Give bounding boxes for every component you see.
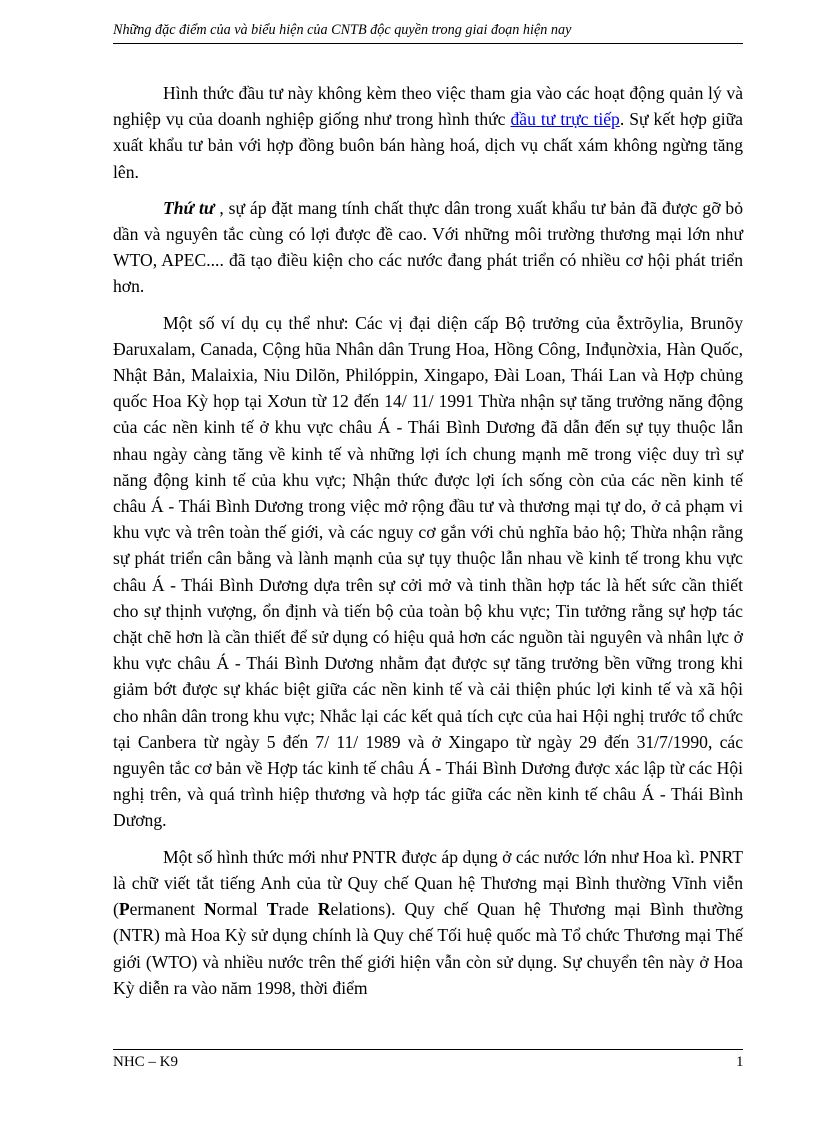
paragraph-2 bbox=[113, 195, 743, 300]
paragraph-3: Một số ví dụ cụ thể như: Các vị đại diện cấp Bộ trưởng của ễxtrõylia, Brunõy Đaruxalam, Canada, Cộng hũa Nhân dân Trung Hoa, Hồng Công, Inđụnờxia, Hàn Quốc, Nhật Bản, Malaixia, Niu Dilõn, Philóppin, Xingapo, Đài Loan, Thái Lan và Hợp chủng quốc Hoa Kỳ họp tại Xơun từ 12 đến 14/ 11/ 1991 Thừa nhận sự tăng trưởng năng động của các nền kinh tế ở khu vực châu Á - Thái Bình Dương đã dẫn đến sự tụy thuộc lẫn nhau ngày càng tăng về kinh tế và những lợi ích chung mạnh mẽ trong việc duy trì sự năng động kinh tế của khu vực; Nhận thức được lợi ích sống còn của các nền kinh tế châu Á - Thái Bình Dương trong việc mở rộng đầu tư và thương mại tự do, ở cả phạm vi khu vực và trên toàn thế giới, và các nguy cơ gắn với chủ nghĩa bảo hộ; Thừa nhận rằng sự phát triển cân bằng và lành mạnh của sự tụy thuộc lẫn nhau về kinh tế trong khu vực châu Á - Thái Bình Dương dựa trên sự cởi mở và tinh thần hợp tác là hết sức cần thiết cho sự thịnh vượng, ổn định và tiến bộ của toàn bộ khu vực; Tin tưởng rằng sự hợp tác chặt chẽ hơn là cần thiết để sử dụng có hiệu quả hơn các nguồn tài nguyên và nhân lực ở khu vực châu Á - Thái Bình Dương nhằm đạt được sự tăng trưởng bền vững trong khi giảm bớt được sự khác biệt giữa các nền kinh tế và cải thiện phúc lợi kinh tế và xã hội cho nhân dân trong khu vực; Nhắc lại các kết quả tích cực của hai Hội nghị trước tổ chức tại Canbera từ ngày 5 đến 7/ 11/ 1989 và ở Xingapo từ ngày 29 đến 31/7/1990, các nguyên tắc cơ bản về Hợp tác kinh tế châu Á - Thái Bình Dương được xác lập từ các Hội nghị trên, và quá trình hiệp thương và hợp tác giữa các nền kinh tế châu Á - Thái Bình Dương. bbox=[113, 312, 743, 831]
document-body bbox=[113, 80, 743, 1001]
paragraph-2-text: , sự áp đặt mang tính chất thực dân trong xuất khẩu tư bản đã được gỡ bỏ dần và nguyên tắc cùng có lợi được đề cao. Với những môi trường thương mại lớn như WTO, APEC.... đã tạo điều kiện cho các nước đang phát triển có nhiều cơ hội phát triển hơn. bbox=[113, 197, 744, 297]
paragraph-4-text: Một số hình thức mới như PNTR được áp dụng ở các nước lớn như Hoa kì. PNRT là chữ viết tắt tiếng Anh của từ Quy chế Quan hệ Thương mại Bình thường Vĩnh viễn ( bbox=[113, 846, 743, 920]
footer-label: NHC – K9 bbox=[113, 1054, 179, 1070]
paragraph-1-text-end: . Sự kết hợp giữa xuất khẩu tư bản với hợp đồng buôn bán hàng hoá, dịch vụ chất xám không ngừng tăng lên. bbox=[113, 109, 743, 182]
paragraph-1 bbox=[113, 80, 743, 185]
acronym-letter-t: T bbox=[266, 899, 279, 920]
word-ormal: ormal bbox=[216, 899, 267, 920]
paragraph-2-lead: Thứ tư bbox=[163, 197, 215, 218]
header-divider bbox=[113, 43, 743, 44]
direct-investment-link[interactable]: đầu tư trực tiếp bbox=[510, 109, 620, 130]
acronym-letter-p: P bbox=[118, 899, 130, 920]
word-ermanent: ermanent bbox=[129, 899, 205, 920]
page-number: 1 bbox=[736, 1054, 744, 1070]
page-header-title: Những đặc điểm của và biểu hiện của CNTB độc quyền trong giai đoạn hiện nay bbox=[113, 22, 572, 38]
word-elations: elations bbox=[330, 899, 386, 920]
acronym-letter-r: R bbox=[317, 899, 331, 920]
footer-divider bbox=[113, 1049, 743, 1050]
acronym-letter-n: N bbox=[204, 899, 217, 920]
paragraph-1-text: Hình thức đầu tư này không kèm theo việc tham gia vào các hoạt động quản lý và nghiệp vụ của doanh nghiệp giống như trong hình thức bbox=[113, 83, 743, 130]
word-rade: rade bbox=[278, 899, 318, 920]
paragraph-4 bbox=[113, 844, 743, 1001]
paragraph-4-text-end: ). Quy chế Quan hệ Thương mại Bình thường (NTR) mà Hoa Kỳ sử dụng chính là Quy chế Tối huệ quốc mà Tổ chức Thương mại Thế giới (WTO) và nhiều nước trên thế giới hiện vẫn còn sử dụng. Sự chuyển tên này ở Hoa Kỳ diễn ra vào năm 1998, thời điểm bbox=[113, 899, 744, 998]
